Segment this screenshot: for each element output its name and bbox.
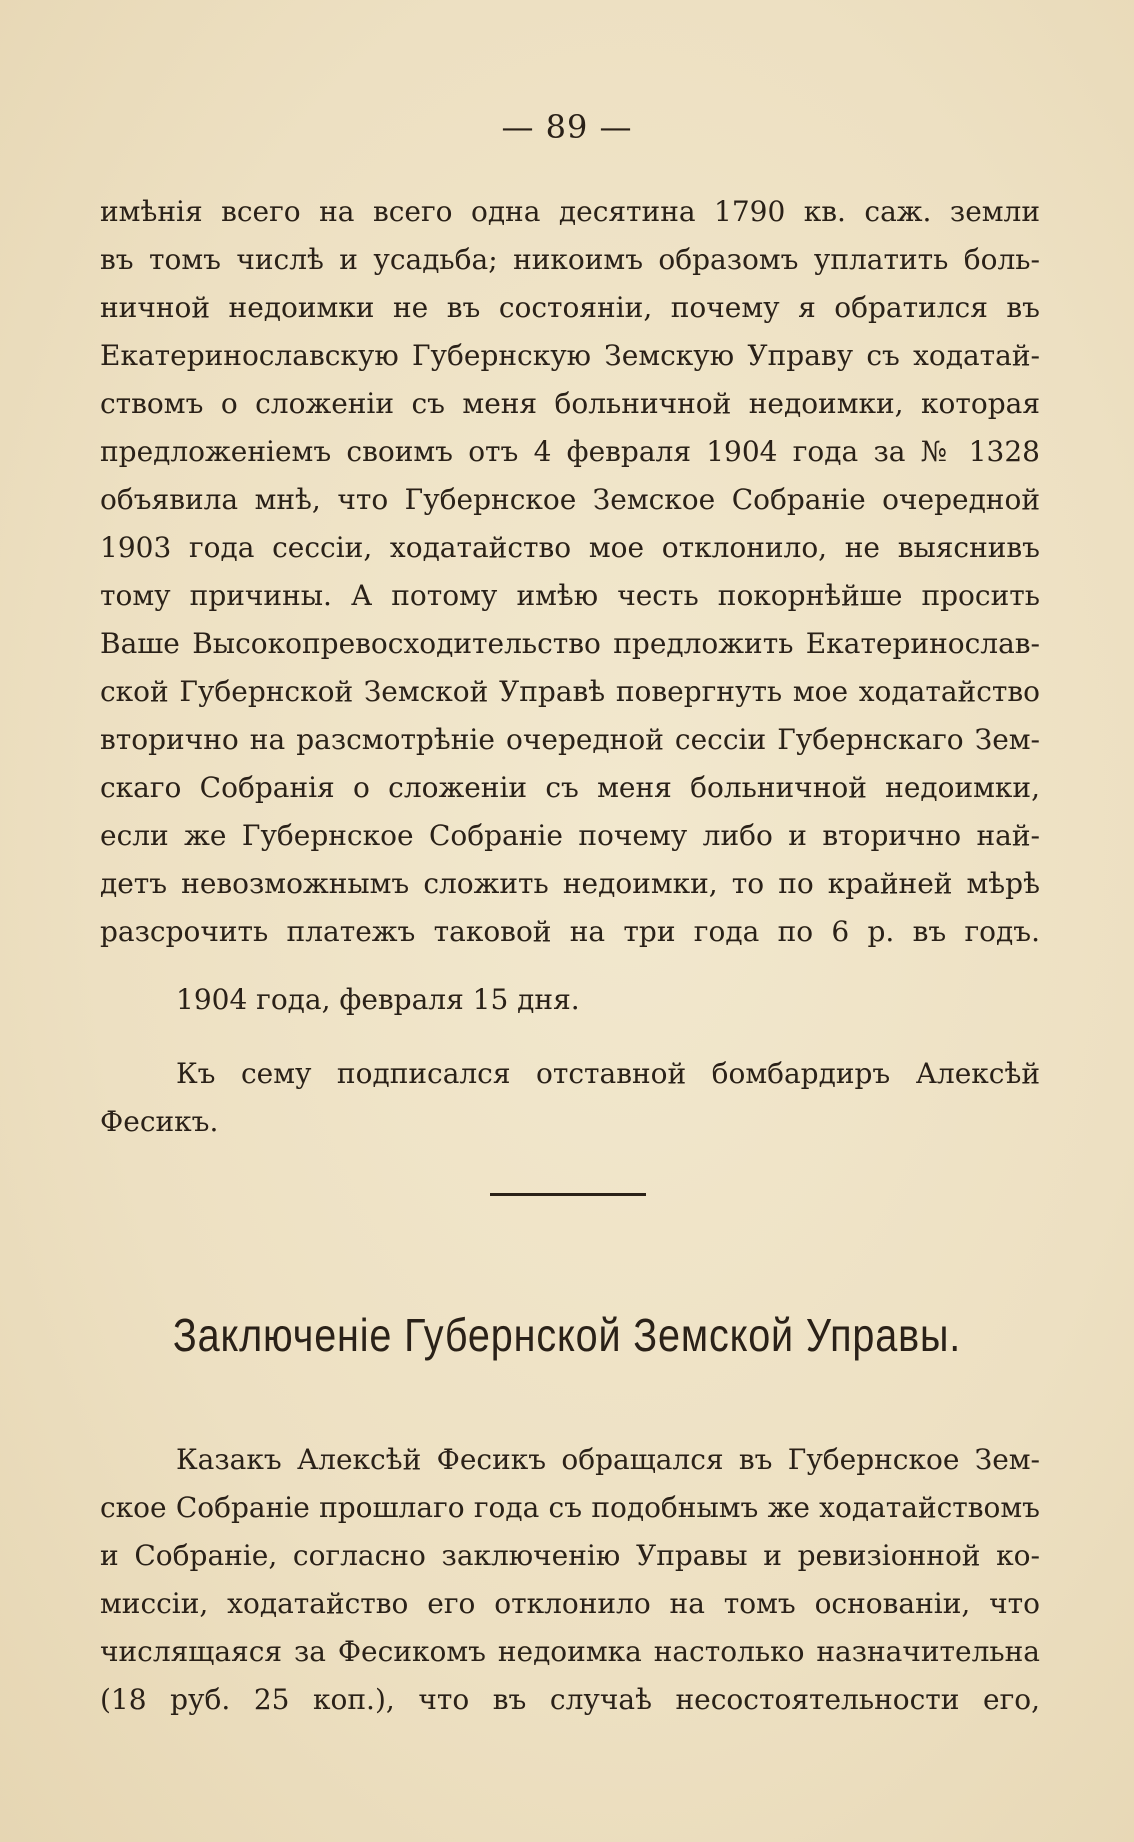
signature-line: Къ сему подписался отставной бомбардиръ Алексѣй — [176, 1057, 1040, 1090]
letter-line: имѣнія всего на всего одна десятина 1790 кв. саж. земли — [100, 195, 1040, 228]
section-divider — [490, 1193, 646, 1196]
signature-name: Фесикъ. — [100, 1105, 219, 1138]
letter-line: разсрочить платежъ таковой на три года по 6 р. въ годъ. — [100, 915, 1040, 948]
letter-line: детъ невозможнымъ сложить недоимки, то по крайней мѣрѣ — [100, 867, 1040, 900]
letter-date: 1904 года, февраля 15 дня. — [176, 983, 580, 1016]
letter-line: вторично на разсмотрѣніе очередной сессіи Губернскаго Зем- — [100, 723, 1040, 756]
letter-line: объявила мнѣ, что Губернское Земское Собраніе очередной — [100, 483, 1040, 516]
letter-line: если же Губернское Собраніе почему либо и вторично най- — [100, 819, 1040, 852]
page-number: — 89 — — [501, 108, 633, 146]
conclusion-line: миссіи, ходатайство его отклонило на томъ основаніи, что — [100, 1587, 1040, 1620]
letter-line: тому причины. А потому имѣю честь покорнѣйше просить — [100, 579, 1040, 612]
letter-line: ской Губернской Земской Управѣ повергнуть мое ходатайство — [100, 675, 1040, 708]
letter-line: скаго Собранія о сложеніи съ меня больничной недоимки, — [100, 771, 1040, 804]
letter-line: ствомъ о сложеніи съ меня больничной недоимки, которая — [100, 387, 1040, 420]
letter-line: предложеніемъ своимъ отъ 4 февраля 1904 года за № 1328 — [100, 435, 1040, 468]
conclusion-line: ское Собраніе прошлаго года съ подобнымъ же ходатайствомъ — [100, 1491, 1040, 1524]
letter-line: 1903 года сессіи, ходатайство мое отклонило, не выяснивъ — [100, 531, 1040, 564]
letter-line: Ваше Высокопревосходительство предложить Екатеринослав- — [100, 627, 1040, 660]
letter-line: Екатеринославскую Губернскую Земскую Управу съ ходатай- — [100, 339, 1040, 372]
conclusion-line: числящаяся за Фесикомъ недоимка настолько назначительна — [100, 1635, 1040, 1668]
conclusion-line: и Собраніе, согласно заключенію Управы и ревизіонной ко- — [100, 1539, 1040, 1572]
section-heading: Заключеніе Губернской Земской Управы. — [172, 1309, 962, 1361]
letter-line: ничной недоимки не въ состояніи, почему я обратился въ — [100, 291, 1040, 324]
conclusion-line: Казакъ Алексѣй Фесикъ обращался въ Губернское Зем- — [176, 1443, 1040, 1476]
conclusion-line: (18 руб. 25 коп.), что въ случаѣ несостоятельности его, — [100, 1683, 1040, 1716]
letter-line: въ томъ числѣ и усадьба; никоимъ образомъ уплатить боль- — [100, 243, 1040, 276]
